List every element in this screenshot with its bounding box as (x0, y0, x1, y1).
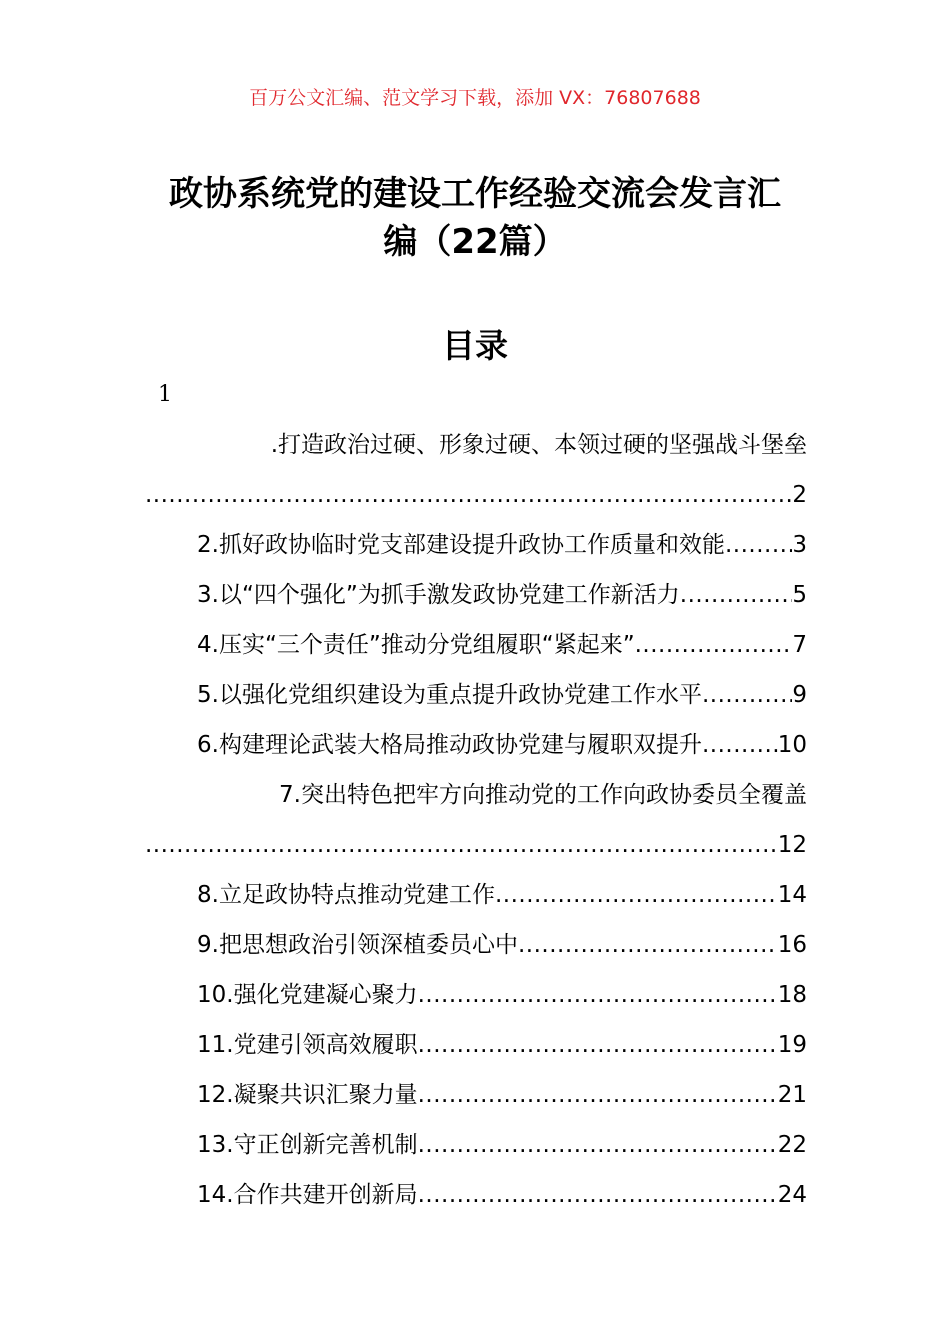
toc-leader-dots (418, 970, 778, 1020)
toc-entry-6[interactable] (145, 720, 807, 770)
toc-leader-dots (702, 720, 778, 770)
toc-page-number: 3 (792, 532, 807, 558)
toc-entry-text: 10.强化党建凝心聚力 (197, 982, 418, 1008)
table-of-contents (145, 420, 807, 1220)
toc-entry-2[interactable] (145, 520, 807, 570)
toc-entry-14[interactable] (145, 1170, 807, 1220)
toc-page-number: 16 (777, 932, 807, 958)
toc-leader-dots (702, 670, 792, 720)
toc-leader-dots (635, 620, 793, 670)
toc-entry-text: 5.以强化党组织建设为重点提升政协党建工作水平 (197, 682, 702, 708)
toc-heading: 目录 (442, 326, 508, 365)
toc-entry-1[interactable] (145, 420, 807, 520)
toc-entry-text: 9.把思想政治引领深植委员心中 (197, 932, 518, 958)
toc-leader-dots (418, 1170, 778, 1220)
stray-number: 1 (158, 382, 172, 407)
toc-entry-13[interactable] (145, 1120, 807, 1170)
toc-page-number: 2 (792, 482, 807, 508)
toc-entry-8[interactable] (145, 870, 807, 920)
toc-page-number: 21 (777, 1082, 807, 1108)
toc-leader-dots (145, 470, 792, 520)
toc-page-number: 18 (777, 982, 807, 1008)
toc-leader-dots (418, 1020, 778, 1070)
toc-page-number: 12 (777, 832, 807, 858)
toc-entry-3[interactable] (145, 570, 807, 620)
toc-entry-11[interactable] (145, 1020, 807, 1070)
document-title-line1: 政协系统党的建设工作经验交流会发言汇 (169, 174, 781, 214)
toc-entry-text: 3.以“四个强化”为抓手激发政协党建工作新活力 (197, 582, 680, 608)
toc-page-number: 5 (792, 582, 807, 608)
toc-entry-text: 4.压实“三个责任”推动分党组履职“紧起来” (197, 632, 635, 658)
toc-entry-text: 7.突出特色把牢方向推动党的工作向政协委员全覆盖 (279, 782, 807, 808)
toc-entry-7[interactable] (145, 770, 807, 870)
toc-entry-text: 14.合作共建开创新局 (197, 1182, 418, 1208)
toc-leader-dots (418, 1070, 778, 1120)
toc-leader-dots (518, 920, 778, 970)
toc-entry-text: .打造政治过硬、形象过硬、本领过硬的坚强战斗堡垒 (270, 432, 807, 458)
toc-entry-text: 13.守正创新完善机制 (197, 1132, 418, 1158)
toc-leader-dots (145, 820, 778, 870)
toc-leader-dots (418, 1120, 778, 1170)
toc-page-number: 9 (792, 682, 807, 708)
toc-entry-text: 2.抓好政协临时党支部建设提升政协工作质量和效能 (197, 532, 725, 558)
toc-leader-dots (680, 570, 793, 620)
toc-page-number: 19 (777, 1032, 807, 1058)
toc-entry-12[interactable] (145, 1070, 807, 1120)
toc-page-number: 14 (777, 882, 807, 908)
toc-entry-10[interactable] (145, 970, 807, 1020)
toc-leader-dots (495, 870, 778, 920)
toc-entry-text: 11.党建引领高效履职 (197, 1032, 418, 1058)
toc-entry-5[interactable] (145, 670, 807, 720)
toc-page-number: 7 (792, 632, 807, 658)
toc-page-number: 22 (777, 1132, 807, 1158)
document-title (140, 170, 810, 266)
toc-entry-text: 8.立足政协特点推动党建工作 (197, 882, 495, 908)
toc-entry-text: 6.构建理论武装大格局推动政协党建与履职双提升 (197, 732, 702, 758)
document-title-line2: 编（22篇） (383, 222, 567, 262)
toc-entry-4[interactable] (145, 620, 807, 670)
toc-entry-9[interactable] (145, 920, 807, 970)
toc-leader-dots (725, 520, 792, 570)
toc-entry-text: 12.凝聚共识汇聚力量 (197, 1082, 418, 1108)
toc-page-number: 24 (777, 1182, 807, 1208)
toc-page-number: 10 (777, 732, 807, 758)
header-watermark-note: 百万公文汇编、范文学习下载，添加 VX：76807688 (249, 87, 701, 109)
